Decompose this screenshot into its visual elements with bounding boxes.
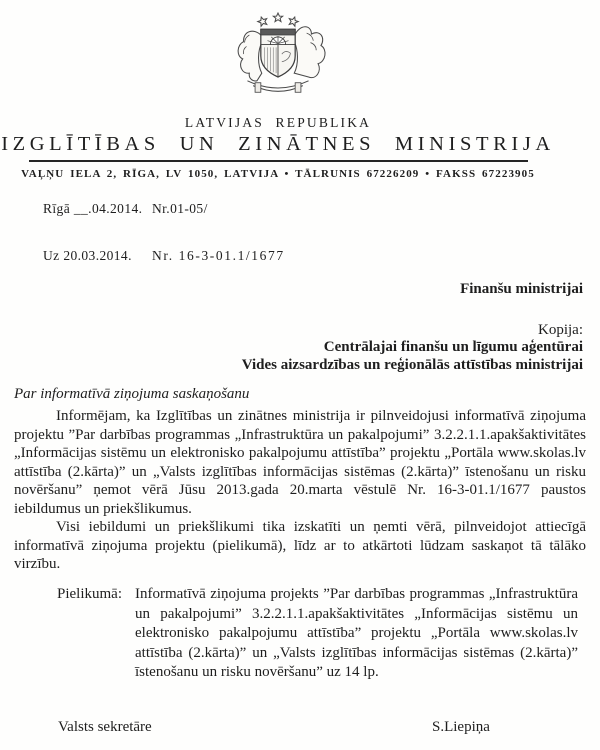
place-date: Rīgā __.04.2014. xyxy=(43,201,143,216)
letter-body xyxy=(14,407,586,574)
letter-number: Nr.01-05/ xyxy=(152,201,208,216)
signer-title: Valsts sekretāre xyxy=(58,719,152,735)
attachment-text: Informatīvā ziņojuma projekts ”Par darbības programmas „Infrastruktūra un pakalpojumi” 3.2.2.1.1.apakšaktivitātes „Informācijas sistēmu un elektronisko pakalpojumu attīstība” projektu „Portāla www.skolas.lv attīstība (2.kārta)” un „Valsts izglītības informācijas sistēmas (2.kārta)” īstenošanu un risku novēršanu” uz 14 lp. xyxy=(135,586,578,680)
recipients-block xyxy=(242,281,583,374)
letterhead-rule xyxy=(29,160,528,162)
copy-recipient-1: Centrālajai finanšu un līgumu aģentūrai xyxy=(323,339,583,355)
subject-line: Par informatīvā ziņojuma saskaņošanu xyxy=(14,386,250,402)
latvia-coat-of-arms-icon xyxy=(215,12,341,100)
body-paragraph-1: Informējam, ka Izglītības un zinātnes ministrija ir pilnveidojusi informatīvā ziņojuma projektu ”Par darbības programmas „Infrastruktūra un pakalpojumi” 3.2.2.1.1.apakšaktivitātes „Informācijas sistēmu un elektronisko pakalpojumu attīstība” projektu „Portāla www.skolas.lv attīstība (2.kārta)” un „Valsts izglītības informācijas sistēmas (2.kārta)” īstenošanu un risku novēršanu” ņemot vērā Jūsu 2013.gada 20.marta vēstulē Nr. 16-3-01.1/1677 paustos iebildumus un priekšlikumus. xyxy=(14,408,586,517)
attachment-block xyxy=(57,585,578,683)
reply-reference-number: Nr. 16-3-01.1/1677 xyxy=(152,248,285,263)
reply-reference-date: Uz 20.03.2014. xyxy=(43,248,132,263)
copy-label: Kopija: xyxy=(538,321,583,338)
ministry-name: IZGLĪTĪBAS UN ZINĀTNES MINISTRIJA xyxy=(1,133,555,155)
signer-name: S.Liepiņa xyxy=(432,719,490,735)
country-name: LATVIJAS REPUBLIKA xyxy=(184,115,372,130)
body-paragraph-2: Visi iebildumi un priekšlikumi tika izskatīti un ņemti vērā, pilnveidojot attiecīgā informatīvā ziņojuma projektu (pielikumā), līdz ar to atkārtoti lūdzam saskaņot tā tālāko virzību. xyxy=(14,519,586,572)
recipient-primary: Finanšu ministrijai xyxy=(460,281,583,297)
attachment-label: Pielikumā: xyxy=(57,586,122,602)
copy-recipient-2: Vides aizsardzības un reģionālās attīstības ministrijai xyxy=(241,356,583,373)
ministry-address: VAĻŅU IELA 2, RĪGA, LV 1050, LATVIJA • TĀLRUNIS 67226209 • FAKSS 67223905 xyxy=(21,168,535,180)
